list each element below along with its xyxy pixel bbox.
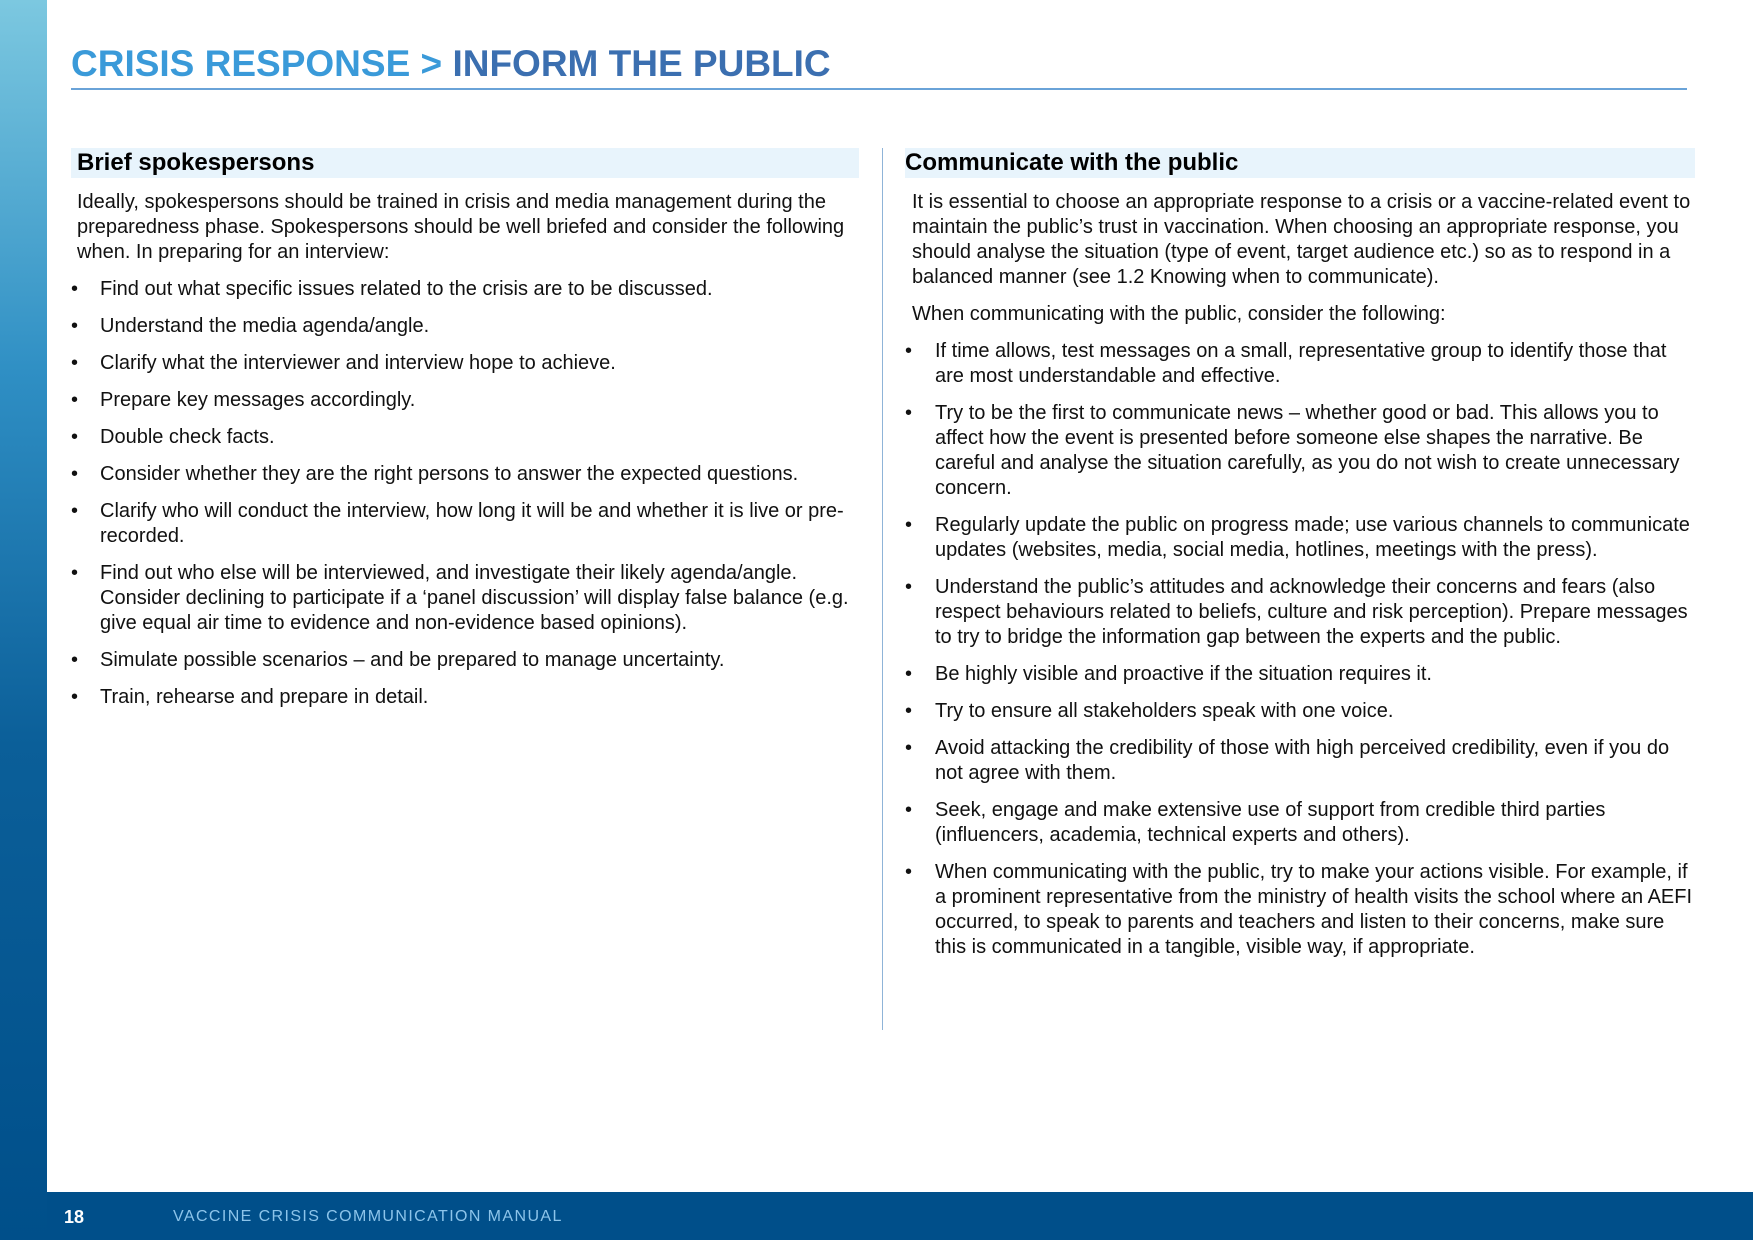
communicate-public-section bbox=[905, 148, 1695, 972]
bullet-item bbox=[905, 513, 1695, 563]
bullet-text: Double check facts. bbox=[100, 426, 275, 448]
bullet-icon: • bbox=[71, 278, 79, 300]
bullet-text: Clarify what the interviewer and interview hope to achieve. bbox=[100, 352, 616, 374]
bullet-text: Train, rehearse and prepare in detail. bbox=[100, 686, 429, 708]
bullet-icon: • bbox=[71, 463, 79, 485]
bullet-text: Seek, engage and make extensive use of support from credible third parties (influencers, academia, technical experts and others). bbox=[935, 799, 1606, 846]
bullet-text: Find out what specific issues related to the crisis are to be discussed. bbox=[100, 278, 713, 300]
bullet-icon: • bbox=[905, 700, 913, 722]
bullet-icon: • bbox=[71, 500, 79, 522]
bullet-item bbox=[905, 575, 1695, 650]
bullet-item bbox=[71, 462, 859, 487]
bullet-item bbox=[71, 685, 859, 710]
page-header bbox=[71, 40, 1687, 90]
bullet-icon: • bbox=[71, 649, 79, 671]
bullet-list bbox=[71, 277, 859, 710]
section-heading: Brief spokespersons bbox=[71, 148, 859, 178]
bullet-text: If time allows, test messages on a small, representative group to identify those that are most understandable and effective. bbox=[935, 340, 1667, 387]
bullet-item bbox=[905, 662, 1695, 687]
bullet-text: Simulate possible scenarios – and be prepared to manage uncertainty. bbox=[100, 649, 725, 671]
bullet-icon: • bbox=[905, 861, 913, 883]
bullet-text: Avoid attacking the credibility of those with high perceived credibility, even if you do not agree with them. bbox=[935, 737, 1670, 784]
bullet-text: Understand the media agenda/angle. bbox=[100, 315, 430, 337]
bullet-text: When communicating with the public, try to make your actions visible. For example, if a prominent representative from the ministry of health visits the school where an AEFI occurred, to speak to parents and teachers and listen to their concerns, make sure this is communicated in a tangible, visible way, if appropriate. bbox=[935, 861, 1693, 958]
page-number: 18 bbox=[64, 1207, 85, 1227]
breadcrumb-section: CRISIS RESPONSE bbox=[71, 43, 411, 84]
bullet-text: Consider whether they are the right persons to answer the expected questions. bbox=[100, 463, 799, 485]
bullet-icon: • bbox=[905, 514, 913, 536]
bullet-icon: • bbox=[71, 315, 79, 337]
bullet-text: Understand the public’s attitudes and acknowledge their concerns and fears (also respect behaviours related to beliefs, culture and risk perception). Prepare messages to try to bridge the information gap between the experts and the public. bbox=[935, 576, 1688, 648]
bullet-text: Find out who else will be interviewed, and investigate their likely agenda/angle. Consider declining to participate if a ‘panel discussion’ will display false balance (e.g. give equal air time to evidence and non-evidence based opinions). bbox=[100, 562, 849, 634]
bullet-icon: • bbox=[71, 562, 79, 584]
breadcrumb bbox=[71, 40, 1687, 88]
bullet-icon: • bbox=[905, 340, 913, 362]
bullet-item bbox=[905, 699, 1695, 724]
bullet-item bbox=[71, 499, 859, 549]
bullet-icon: • bbox=[71, 426, 79, 448]
bullet-text: Clarify who will conduct the interview, how long it will be and whether it is live or pre-recorded. bbox=[100, 500, 844, 547]
page-title: INFORM THE PUBLIC bbox=[452, 43, 831, 84]
bullet-text: Be highly visible and proactive if the situation requires it. bbox=[935, 663, 1432, 685]
bullet-item bbox=[905, 339, 1695, 389]
bullet-list bbox=[905, 339, 1695, 960]
bullet-icon: • bbox=[71, 352, 79, 374]
bullet-item bbox=[905, 401, 1695, 501]
bullet-text: Try to be the first to communicate news – whether good or bad. This allows you to affect how the event is presented before someone else shapes the narrative. Be careful and analyse the situation carefully, as you do not wish to create unnecessary concern. bbox=[935, 402, 1680, 499]
bullet-text: Try to ensure all stakeholders speak with one voice. bbox=[935, 700, 1394, 722]
bullet-item bbox=[71, 388, 859, 413]
bullet-item bbox=[71, 425, 859, 450]
footer-title: VACCINE CRISIS COMMUNICATION MANUAL bbox=[173, 1208, 563, 1225]
brief-spokespersons-section bbox=[71, 148, 859, 722]
bullet-icon: • bbox=[905, 402, 913, 424]
side-accent-bar bbox=[0, 0, 47, 1240]
bullet-text: Prepare key messages accordingly. bbox=[100, 389, 416, 411]
bullet-icon: • bbox=[905, 663, 913, 685]
bullet-item bbox=[71, 351, 859, 376]
section-heading: Communicate with the public bbox=[905, 148, 1695, 178]
bullet-item bbox=[905, 736, 1695, 786]
bullet-item bbox=[71, 648, 859, 673]
bullet-icon: • bbox=[905, 576, 913, 598]
bullet-icon: • bbox=[905, 737, 913, 759]
bullet-item bbox=[905, 860, 1695, 960]
bullet-icon: • bbox=[71, 389, 79, 411]
column-divider bbox=[882, 148, 883, 1030]
breadcrumb-separator: > bbox=[420, 43, 443, 84]
bullet-text: Regularly update the public on progress made; use various channels to communicate updates (websites, media, social media, hotlines, meetings with the press). bbox=[935, 514, 1690, 561]
section-intro: Ideally, spokespersons should be trained in crisis and media management during the preparedness phase. Spokespersons should be well briefed and consider the following when. In preparing for an interview: bbox=[77, 191, 845, 263]
bullet-item bbox=[905, 798, 1695, 848]
bullet-icon: • bbox=[71, 686, 79, 708]
bullet-item bbox=[71, 277, 859, 302]
bullet-item bbox=[71, 314, 859, 339]
section-intro-secondary: When communicating with the public, consider the following: bbox=[912, 303, 1446, 325]
section-intro: It is essential to choose an appropriate response to a crisis or a vaccine-related event to maintain the public’s trust in vaccination. When choosing an appropriate response, you should analyse the situation (type of event, target audience etc.) so as to respond in a balanced manner (see 1.2 Knowing when to communicate). bbox=[912, 191, 1691, 288]
bullet-icon: • bbox=[905, 799, 913, 821]
bullet-item bbox=[71, 561, 859, 636]
